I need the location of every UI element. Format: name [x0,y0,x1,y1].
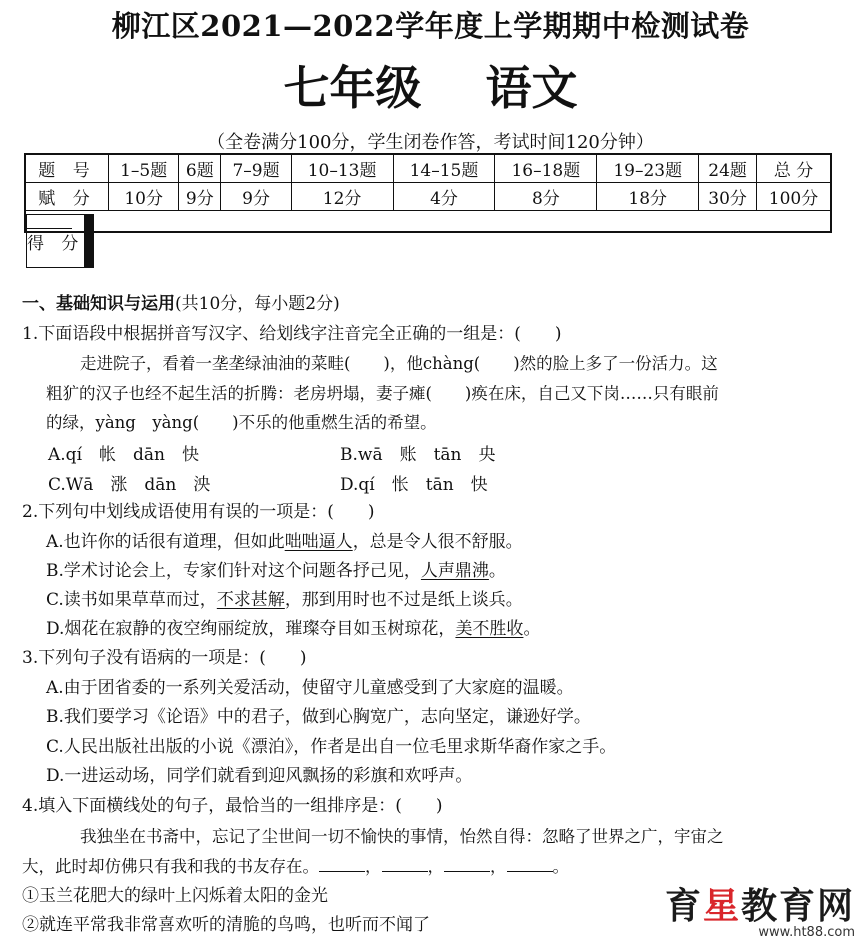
score-table-row-questions [25,154,831,183]
q2-option-a-post: ，总是令人很不舒服。 [352,532,523,552]
section-detail: (共10分，每小题2分) [175,294,340,314]
points-cell: 18分 [597,183,699,211]
site-watermark [665,878,855,940]
q2-option-c-underlined: 不求甚解 [216,590,285,610]
question-cell: 1–5题 [109,154,179,183]
watermark-text-b: 教育网 [740,886,855,927]
points-cell: 4分 [393,183,495,211]
question-cell: 19–23题 [597,154,699,183]
q2-option-d-underlined: 美不胜收 [455,619,524,639]
q1-option-c[interactable]: C.Wā 涨 dān 泱 [48,475,211,495]
points-cell: 30分 [699,183,757,211]
points-cell: 100分 [757,183,831,211]
q3-stem: 3.下列句子没有语病的一项是：( ) [22,648,307,668]
q1-option-a[interactable]: A.qí 帐 dān 快 [48,445,199,465]
q2-option-b-post: 。 [488,561,506,581]
q2-option-d-pre: D.烟花在寂静的夜空绚丽绽放，璀璨夺目如玉树琼花， [46,619,456,639]
watermark-url: www.ht88.com [758,925,855,940]
points-cell: 9分 [179,183,221,211]
q4-sentence-1: ①玉兰花肥大的绿叶上闪烁着太阳的金光 [22,886,328,906]
q2-option-d-post: 。 [523,619,541,639]
question-cell: 10–13题 [291,154,393,183]
q2-option-c-pre: C.读书如果草草而过， [46,590,217,610]
exam-note: （全卷满分100分，学生闭卷作答，考试时间120分钟） [207,132,654,153]
question-cell: 24题 [699,154,757,183]
row-label-scores: 得 分 [27,215,85,268]
q4-passage-line-2 [22,855,569,879]
question-cell: 7–9题 [221,154,291,183]
watermark-star-char: 星 [702,886,741,927]
q1-stem: 1.下面语段中根据拼音写汉字、给划线字注音完全正确的一组是：( ) [22,324,562,344]
q4-separator: ， [490,857,507,876]
points-cell: 10分 [109,183,179,211]
q3-option-b[interactable]: B.我们要学习《论语》中的君子，做到心胸宽广，志向坚定，谦逊好学。 [46,707,591,727]
q4-separator: ， [427,857,444,876]
section-heading [22,292,340,316]
section-title: 一、基础知识与运用 [22,294,175,314]
exam-title: 柳江区2021—2022学年度上学期期中检测试卷 [111,9,750,43]
watermark-logo [665,878,855,929]
question-cell: 16–18题 [495,154,597,183]
q2-option-a-pre: A.也许你的话很有道理，但如此 [46,532,285,552]
q2-option-b-underlined: 人声鼎沸 [420,561,489,581]
watermark-text-a: 育 [664,886,703,927]
q2-option-b-pre: B.学术讨论会上，专家们针对这个问题各抒己见， [46,561,421,581]
score-table-row-points [25,183,831,211]
q4-stem: 4.填入下面横线处的句子，最恰当的一组排序是：( ) [22,796,443,816]
q4-blank-1[interactable] [319,857,365,872]
q2-option-a-underlined: 咄咄逼人 [284,532,353,552]
q2-option-d[interactable] [46,617,540,641]
q1-option-d[interactable]: D.qí 怅 tān 快 [340,475,488,495]
score-entry-cell[interactable] [93,215,94,268]
q2-option-b[interactable] [46,559,506,583]
points-cell: 9分 [221,183,291,211]
q1-passage-line-2: 粗犷的汉子也经不起生活的折腾：老房坍塌，妻子瘫( )痪在床，自己又下岗……只有眼前 [46,384,719,403]
q4-blank-2[interactable] [382,857,428,872]
score-table-row-scores [26,214,72,229]
question-cell: 总 分 [757,154,831,183]
q4-separator: ， [365,857,382,876]
q1-passage-line-3: 的绿，yàng yàng( )不乐的他重燃生活的希望。 [46,413,437,432]
points-cell: 8分 [495,183,597,211]
q3-option-c[interactable]: C.人民出版社出版的小说《漂泊》，作者是出自一位毛里求斯华裔作家之手。 [46,737,617,757]
row-label-points: 赋 分 [25,183,109,211]
row-label-questions: 题 号 [25,154,109,183]
q4-sentence-2: ②就连平常我非常喜欢听的清脆的鸟鸣，也听而不闻了 [22,915,430,935]
q4-blank-4[interactable] [507,857,553,872]
q2-option-c-post: ，那到用时也不过是纸上谈兵。 [284,590,523,610]
q4-blank-3[interactable] [444,857,490,872]
q4-passage-text: 大，此时却仿佛只有我和我的书友存在。 [22,857,319,876]
q2-stem: 2.下列句中划线成语使用有误的一项是：( ) [22,502,375,522]
q1-passage-line-1: 走进院子，看着一垄垄绿油油的菜畦( )，他chàng( )然的脸上多了一份活力。这 [80,354,718,373]
q1-option-b[interactable]: B.wā 账 tān 央 [340,445,496,465]
exam-subject: 七年级 语文 [283,61,578,115]
score-table [24,153,832,254]
question-cell: 6题 [179,154,221,183]
question-cell: 14–15题 [393,154,495,183]
q4-end-mark: 。 [552,857,569,876]
q4-passage-line-1: 我独坐在书斋中，忘记了尘世间一切不愉快的事情，怡然自得：忽略了世界之广，宇宙之 [80,827,724,846]
points-cell: 12分 [291,183,393,211]
q3-option-d[interactable]: D.一进运动场，同学们就看到迎风飘扬的彩旗和欢呼声。 [46,766,473,786]
q2-option-a[interactable] [46,530,523,554]
q3-option-a[interactable]: A.由于团省委的一系列关爱活动，使留守儿童感受到了大家庭的温暖。 [46,678,574,698]
q2-option-c[interactable] [46,588,523,612]
